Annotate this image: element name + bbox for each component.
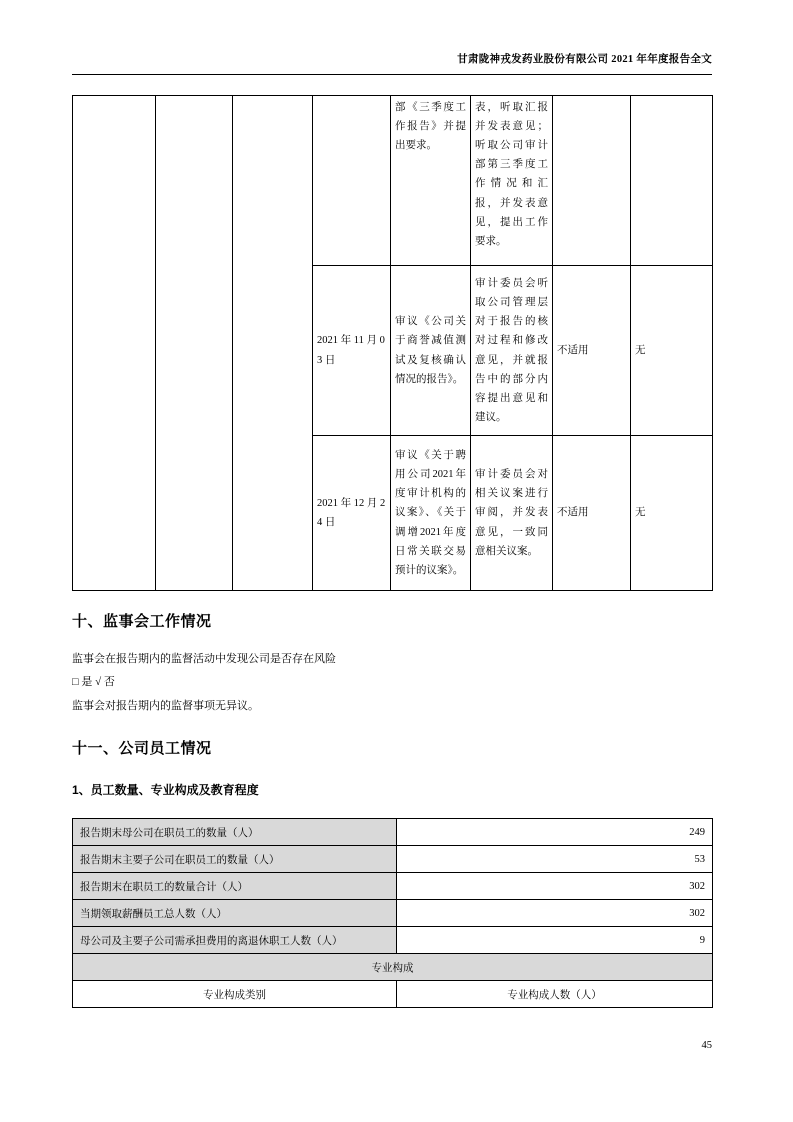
section-heading-supervisory-board: 十、监事会工作情况	[72, 613, 212, 630]
composition-category-header: 专业构成类别	[73, 981, 397, 1008]
meeting-date-cell	[313, 96, 391, 266]
table-row	[73, 873, 713, 900]
section-heading-company-employees: 十一、公司员工情况	[72, 740, 212, 757]
yes-no-checkbox-line: □ 是 √ 否	[72, 676, 115, 688]
meeting-proposal-cell: 部《三季度工作报告》并提出要求。	[391, 96, 471, 266]
employee-stat-value: 302	[397, 873, 713, 900]
subsection-heading-employee-numbers: 1、员工数量、专业构成及教育程度	[72, 783, 259, 797]
meeting-opinion-cell: 审计委员会听取公司管理层对于报告的核对过程和修改意见，并就报告中的部分内容提出意见和建议。	[471, 266, 553, 436]
employee-stat-label: 报告期末在职员工的数量合计（人）	[73, 873, 397, 900]
table-row	[73, 927, 713, 954]
merged-empty-cell-2	[156, 96, 233, 591]
table-row	[73, 846, 713, 873]
employee-stat-label: 当期领取薪酬员工总人数（人）	[73, 900, 397, 927]
meeting-other-cell: 无	[631, 436, 713, 591]
table-row	[73, 900, 713, 927]
employee-stat-value: 9	[397, 927, 713, 954]
employee-stat-value: 53	[397, 846, 713, 873]
employee-stat-label: 报告期末母公司在职员工的数量（人）	[73, 819, 397, 846]
meeting-date-cell: 2021 年 12 月 24 日	[313, 436, 391, 591]
table-row	[73, 819, 713, 846]
supervisory-statement-line1: 监事会在报告期内的监督活动中发现公司是否存在风险	[72, 653, 336, 665]
meeting-other-cell: 无	[631, 266, 713, 436]
employee-stat-value: 249	[397, 819, 713, 846]
table-row	[73, 981, 713, 1008]
employee-stat-value: 302	[397, 900, 713, 927]
employee-stat-label: 母公司及主要子公司需承担费用的离退休职工人数（人）	[73, 927, 397, 954]
audit-committee-meeting-table	[72, 95, 713, 591]
meeting-proposal-cell: 审议《公司关于商誉减值测试及复核确认情况的报告》。	[391, 266, 471, 436]
supervisory-statement-line3: 监事会对报告期内的监督事项无异议。	[72, 700, 259, 712]
table-row	[73, 96, 713, 266]
employee-stat-label: 报告期末主要子公司在职员工的数量（人）	[73, 846, 397, 873]
meeting-objection-cell: 不适用	[553, 266, 631, 436]
meeting-date-cell: 2021 年 11 月 03 日	[313, 266, 391, 436]
employee-statistics-table	[72, 818, 713, 1008]
meeting-proposal-cell: 审议《关于聘用公司2021年度审计机构的议案》、《关于调增2021年度日常关联交易预计的议案》。	[391, 436, 471, 591]
report-header-title: 甘肃陇神戎发药业股份有限公司 2021 年年度报告全文	[457, 54, 712, 65]
header-divider	[72, 74, 712, 75]
table-row	[73, 954, 713, 981]
meeting-other-cell	[631, 96, 713, 266]
meeting-objection-cell	[553, 96, 631, 266]
professional-composition-header: 专业构成	[73, 954, 713, 981]
meeting-objection-cell: 不适用	[553, 436, 631, 591]
merged-empty-cell-3	[233, 96, 313, 591]
page-number: 45	[701, 1040, 712, 1051]
meeting-opinion-cell: 审计委员会对相关议案进行审阅，并发表意见，一致同意相关议案。	[471, 436, 553, 591]
meeting-opinion-cell: 表，听取汇报并发表意见；听取公司审计部第三季度工作情况和汇报，并发表意见，提出工作要求。	[471, 96, 553, 266]
merged-empty-cell-1	[73, 96, 156, 591]
composition-count-header: 专业构成人数（人）	[397, 981, 713, 1008]
